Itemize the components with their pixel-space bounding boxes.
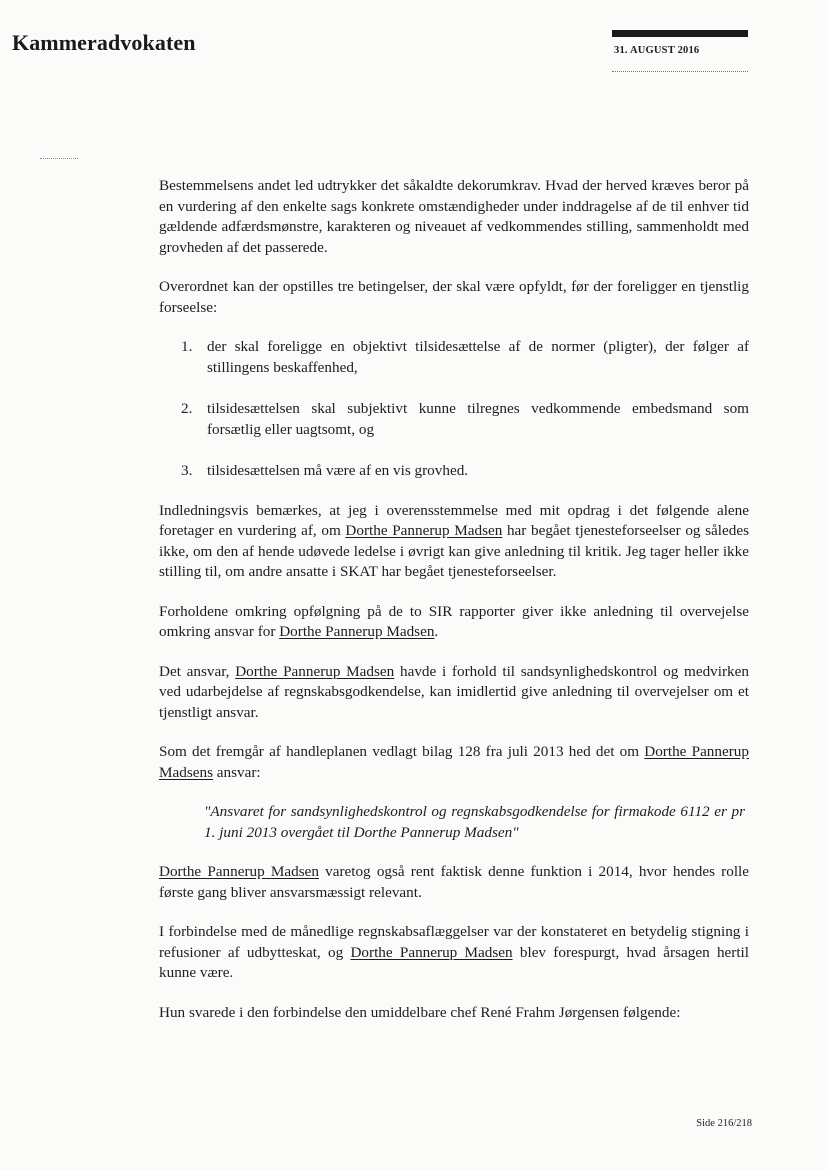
list-item-number: 1.	[181, 338, 193, 355]
paragraph-betingelser-intro: Overordnet kan der opstilles tre betingelser, der skal være opfyldt, før der foreligger en tjenstlig forseelse:	[159, 278, 749, 316]
person-name-underlined: Dorthe Pannerup Madsen	[159, 863, 319, 880]
list-item-number: 2.	[181, 400, 193, 417]
paragraph-svar: Hun svarede i den forbindelse den umiddelbare chef René Frahm Jørgensen følgende:	[159, 1003, 681, 1021]
conditions-list	[159, 337, 749, 482]
list-item	[159, 399, 749, 440]
text-segment: havde i forhold til sandsynlighedskontrol og medvirken ved udarbejdelse af regnskabsgodkendelse, kan imidlertid give anledning til overvejelser om et tjenstligt ansvar.	[159, 662, 749, 721]
margin-dotted-mark	[40, 158, 78, 159]
text-segment: varetog også rent faktisk denne funktion i 2014, hvor hendes rolle første gang bliver ansvarsmæssigt relevant.	[159, 863, 750, 901]
text-segment: Det ansvar,	[159, 662, 236, 680]
list-item-text: tilsidesættelsen skal subjektivt kunne tilregnes vedkommende embedsmand som forsætlig eller uagtsomt, og	[207, 400, 749, 438]
text-segment: .	[434, 623, 439, 640]
header-black-bar	[612, 30, 748, 37]
page-number: Side 216/218	[696, 1118, 752, 1129]
text-segment: Som det fremgår af handleplanen vedlagt bilag 128 fra juli 2013 hed det om	[159, 743, 645, 760]
paragraph-dekorumkrav: Bestemmelsens andet led udtrykker det såkaldte dekorumkrav. Hvad der herved kræves beror på en vurdering af den enkelte sags konkrete omstændigheder under inddragelse af de til enhver tid gældende adfærdsmønstre, karakteren og niveauet af vedkommendes stilling, sammenholdt med grovheden af det passerede.	[159, 177, 749, 256]
paragraph-sir-rapporter	[159, 602, 749, 643]
text-segment: blev forespurgt, hvad årsagen hertil kunne være.	[159, 943, 749, 981]
list-item	[159, 337, 749, 378]
person-name-underlined: Dorthe Pannerup Madsen	[235, 662, 395, 680]
text-segment: har begået tjenesteforseelser og således ikke, om den af hende udøvede ledelse i øvrigt kan give anledning til kritik. Jeg tager heller ikke stilling til, om andre ansatte i SKAT har begået tjenesteforseelser.	[159, 522, 750, 580]
paragraph-regnskabsaflaeggelser	[159, 922, 749, 984]
person-name-underlined: Dorthe Pannerup Madsen	[350, 943, 513, 961]
header-dotted-rule	[612, 71, 748, 72]
list-item-text: tilsidesættelsen må være af en vis grovhed.	[207, 462, 469, 479]
text-segment: Forholdene omkring opfølgning på de to SIR rapporter giver ikke anledning til overvejelse omkring ansvar for	[159, 602, 749, 640]
list-item	[159, 461, 749, 482]
person-name-underlined: Dorthe Pannerup Madsens	[159, 743, 749, 781]
firm-name-header: Kammeradvokaten	[12, 30, 196, 55]
block-quote: "Ansvaret for sandsynlighedskontrol og regnskabsgodkendelse for firmakode 6112 er pr 1. juni 2013 overgået til Dorthe Pannerup Madsen"	[204, 803, 745, 841]
person-name-underlined: Dorthe Pannerup Madsen	[345, 522, 503, 539]
text-segment: Indledningsvis bemærkes, at jeg i overensstemmelse med mit opdrag i det følgende alene foretager en vurdering af, om	[159, 501, 749, 539]
text-segment: ansvar:	[213, 763, 261, 781]
person-name-underlined: Dorthe Pannerup Madsen	[279, 623, 435, 640]
document-body	[159, 176, 749, 1042]
document-date: 31. AUGUST 2016	[614, 45, 700, 56]
paragraph-indledningsvis	[159, 501, 749, 583]
paragraph-funktion-2014	[159, 862, 749, 903]
list-item-text: der skal foreligge en objektivt tilsidesættelse af de normer (pligter), der følger af stillingens beskaffenhed,	[207, 338, 749, 376]
list-item-number: 3.	[181, 462, 193, 479]
paragraph-handleplan	[159, 742, 749, 783]
paragraph-ansvar	[159, 662, 749, 724]
text-segment: I forbindelse med de månedlige regnskabsaflæggelser var der konstateret en betydelig stigning i refusioner af udbytteskat, og	[159, 923, 749, 961]
